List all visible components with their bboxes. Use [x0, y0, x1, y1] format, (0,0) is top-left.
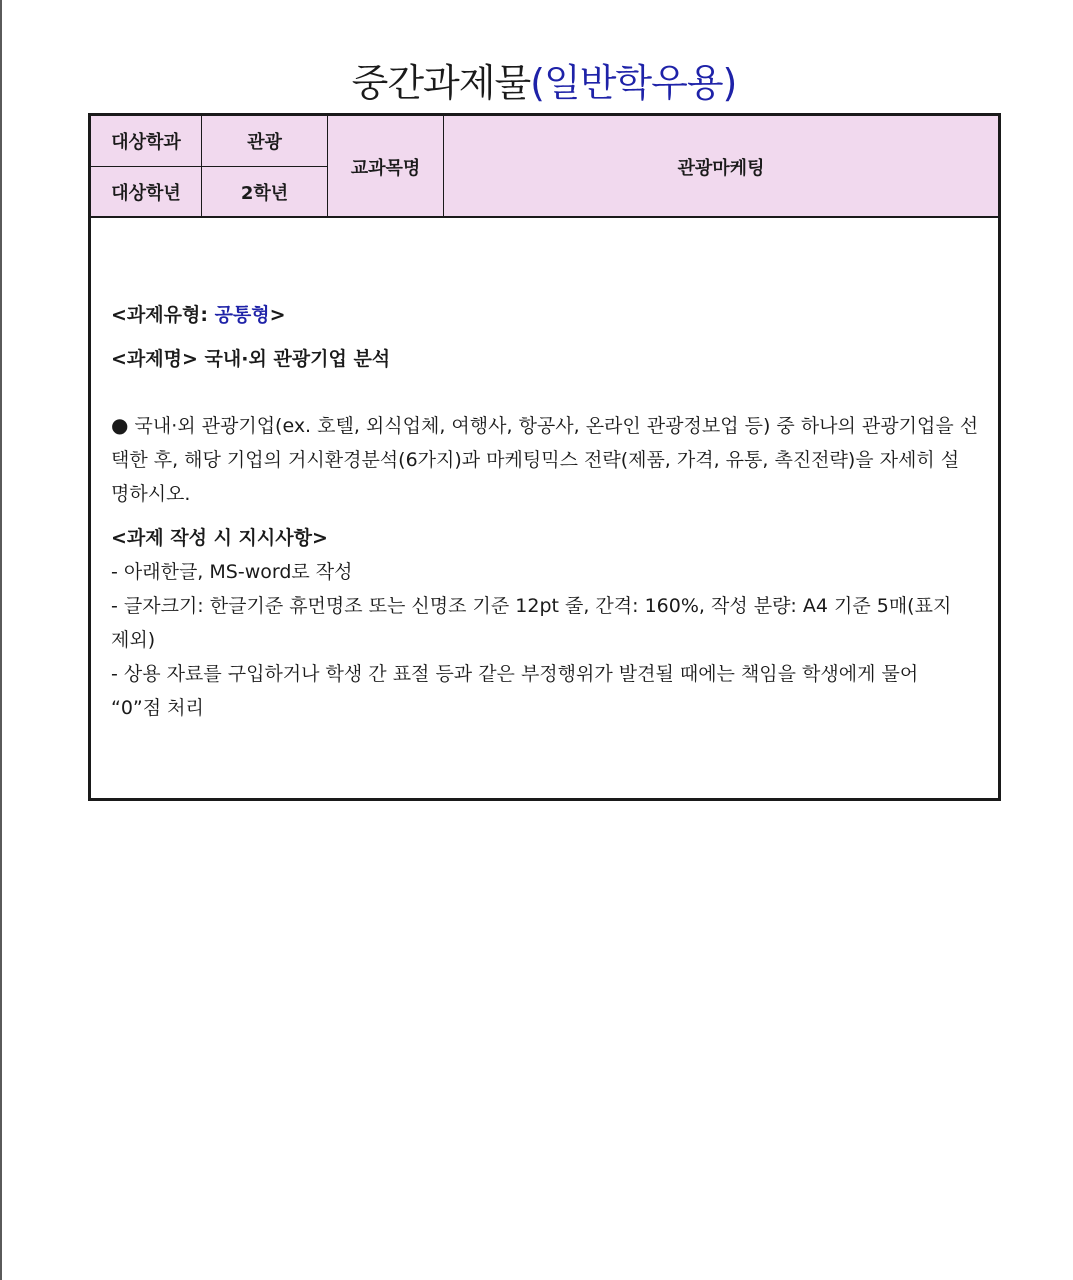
description-line-3: 명하시오.: [111, 483, 191, 505]
instruction-line-2: - 글자크기: 한글기준 휴먼명조 또는 신명조 기준 12pt 줄, 간격: 160%, 작성 분량: A4 기준 5매(표지: [111, 595, 952, 617]
course-value: 관광마케팅: [444, 115, 1000, 219]
year-value: 2학년: [202, 167, 328, 219]
assignment-name-value: 국내·외 관광기업 분석: [197, 348, 391, 370]
page-left-edge: [0, 0, 2, 1280]
assignment-content-box: [88, 216, 1001, 801]
assignment-type: [111, 298, 981, 332]
dept-value: 관광: [202, 115, 328, 167]
description-line-1: [111, 408, 981, 443]
page-title: [0, 52, 1073, 107]
bullet-icon: ●: [111, 413, 129, 437]
assignment-name: [111, 342, 981, 376]
assignment-content: [111, 298, 981, 725]
description-text-1: 국내·외 관광기업(ex. 호텔, 외식업체, 여행사, 항공사, 온라인 관광정보업 등) 중 하나의 관광기업을 선: [128, 415, 979, 437]
instruction-line-3: 제외): [111, 629, 156, 651]
instructions-heading: <과제 작성 시 지시사항>: [111, 527, 328, 549]
instruction-line-1: - 아래한글, MS-word로 작성: [111, 561, 353, 583]
course-label: 교과목명: [328, 115, 444, 219]
assignment-name-label: <과제명>: [111, 348, 198, 370]
assignment-type-value: 공통형: [214, 304, 270, 326]
title-audience: (일반학우용): [530, 61, 737, 105]
description-line-2: 택한 후, 해당 기업의 거시환경분석(6가지)과 마케팅믹스 전략(제품, 가격, 유통, 촉진전략)을 자세히 설: [111, 449, 960, 471]
year-label: 대상학년: [90, 167, 202, 219]
title-main: 중간과제물: [351, 61, 531, 105]
instruction-line-5: “0”점 처리: [111, 697, 204, 719]
assignment-type-suffix: >: [269, 304, 286, 326]
instruction-line-4: - 상용 자료를 구입하거나 학생 간 표절 등과 같은 부정행위가 발견될 때에는 책임을 학생에게 물어: [111, 663, 919, 685]
course-info-table: [88, 113, 1001, 220]
assignment-type-prefix: <과제유형:: [111, 304, 215, 326]
dept-label: 대상학과: [90, 115, 202, 167]
